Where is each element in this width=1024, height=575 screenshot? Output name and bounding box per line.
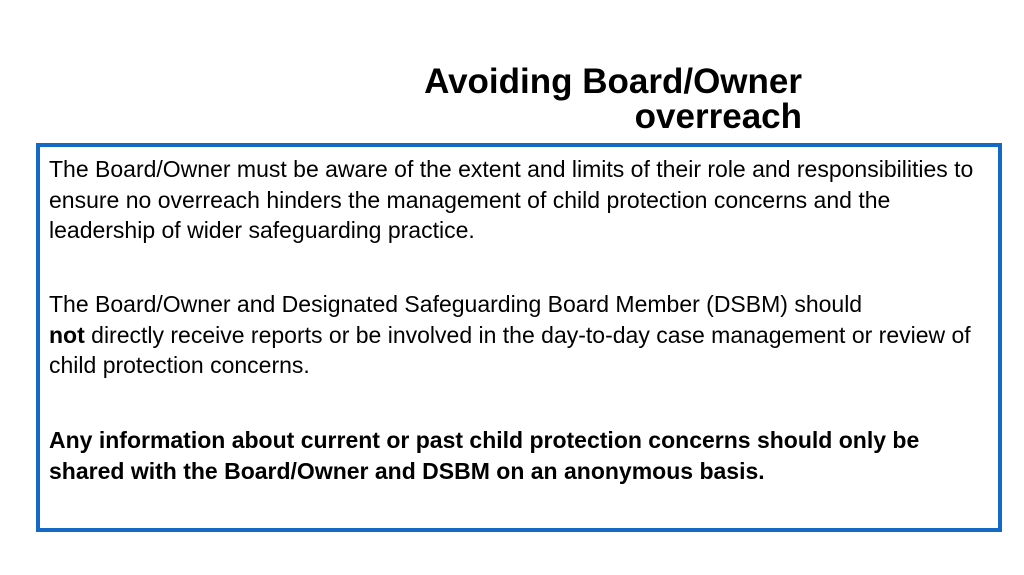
paragraph-dsbm-reports-line1: The Board/Owner and Designated Safeguarding Board Member (DSBM) should [49,291,863,317]
slide-title [360,64,802,134]
slide-title-line-2: overreach [634,97,802,136]
paragraph-dsbm-reports-rest: directly receive reports or be involved in the day-to-day case management or review of child protection concerns. [49,321,971,378]
slide-title-line-1: Avoiding Board/Owner [424,62,802,101]
paragraph-dsbm-reports [49,289,994,381]
emphasis-not: not [49,321,85,348]
paragraph-role-limits: The Board/Owner must be aware of the extent and limits of their role and responsibilities to ensure no overreach hinders the management of child protection concerns and the leadership of wider safeguarding practice. [49,156,974,243]
content-box [36,143,1002,532]
paragraph-anonymous-basis: Any information about current or past child protection concerns should only be shared with the Board/Owner and DSBM on an anonymous basis. [49,427,920,484]
